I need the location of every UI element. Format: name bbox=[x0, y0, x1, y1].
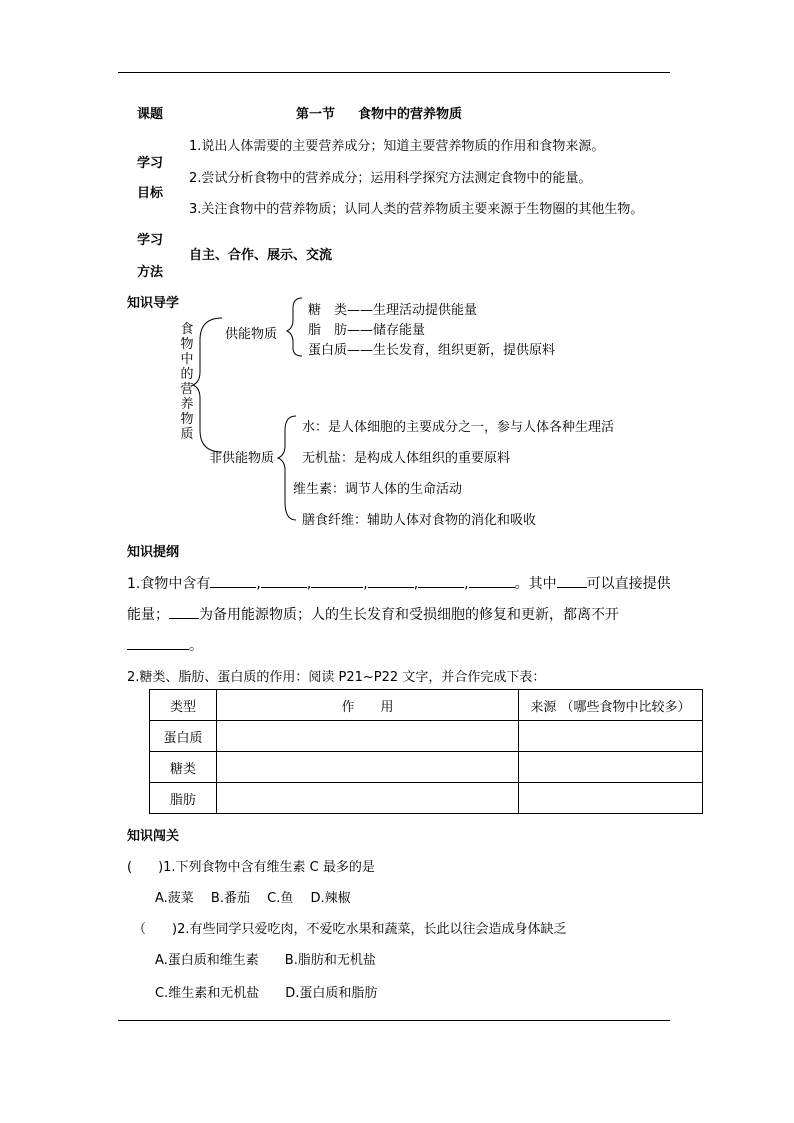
outline-heading: 知识提纲 bbox=[127, 545, 180, 560]
objective-1: 1.说出人体需要的主要营养成分；知道主要营养物质的作用和食物来源。 bbox=[189, 139, 605, 154]
table-row bbox=[150, 783, 703, 814]
quiz-q2-options-2: C.维生素和无机盐 D.蛋白质和脂肪 bbox=[155, 986, 378, 1001]
fill-blank[interactable] bbox=[368, 573, 414, 588]
non-energy-brace bbox=[278, 416, 296, 520]
non-energy-item-2: 无机盐：是构成人体组织的重要原料 bbox=[302, 451, 511, 466]
fill-blank[interactable] bbox=[469, 573, 515, 588]
page-title: 食物中的营养物质 bbox=[358, 107, 463, 122]
q1-text-d: 能量； bbox=[127, 607, 169, 623]
outline-q1-line3 bbox=[127, 635, 203, 655]
nutrient-table bbox=[149, 689, 703, 814]
bottom-rule bbox=[118, 1020, 670, 1021]
energy-brace bbox=[287, 298, 302, 356]
objectives-label-1: 学习 bbox=[137, 156, 164, 171]
table-cell[interactable] bbox=[217, 752, 519, 783]
table-header-type: 类型 bbox=[150, 690, 217, 721]
outline-q1-line1: 1.食物中含有 , , , , , 。其中 可以直接提供 bbox=[127, 573, 671, 593]
table-row-label: 糖类 bbox=[150, 752, 217, 783]
fill-blank[interactable] bbox=[210, 573, 256, 588]
fill-blank[interactable] bbox=[127, 635, 189, 650]
energy-item-3: 蛋白质——生长发育，组织更新，提供原料 bbox=[308, 343, 556, 358]
table-cell[interactable] bbox=[217, 721, 519, 752]
guide-root-vertical: 食物中的营养物质 bbox=[180, 322, 194, 442]
topic-label: 课题 bbox=[137, 107, 164, 122]
energy-item-1: 糖 类——生理活动提供能量 bbox=[308, 303, 478, 318]
objective-2: 2.尝试分析食物中的营养成分；运用科学探究方法测定食物中的能量。 bbox=[189, 171, 592, 186]
non-energy-group-label: 非供能物质 bbox=[209, 451, 275, 466]
table-row-label: 蛋白质 bbox=[150, 721, 217, 752]
table-header-source: 来源 （哪些食物中比较多） bbox=[519, 690, 703, 721]
outline-q1-line2 bbox=[127, 604, 619, 624]
quiz-q1-options: A.菠菜 B.番茄 C.鱼 D.辣椒 bbox=[155, 891, 351, 906]
objective-3: 3.关注食物中的营养物质；认同人类的营养物质主要来源于生物圈的其他生物。 bbox=[189, 202, 644, 217]
quiz-q2-options-1: A.蛋白质和维生素 B.脂肪和无机盐 bbox=[155, 953, 376, 968]
fill-blank[interactable] bbox=[169, 604, 199, 619]
energy-group-label: 供能物质 bbox=[225, 327, 278, 342]
method-text: 自主、合作、展示、交流 bbox=[189, 248, 333, 263]
table-header-row bbox=[150, 690, 703, 721]
table-cell[interactable] bbox=[217, 783, 519, 814]
table-cell[interactable] bbox=[519, 783, 703, 814]
q1-text-b: 。其中 bbox=[514, 576, 557, 592]
fill-blank[interactable] bbox=[557, 573, 587, 588]
table-header-function: 作 用 bbox=[217, 690, 519, 721]
outline-q2: 2.糖类、脂肪、蛋白质的作用：阅读 P21~P22 文字，并合作完成下表： bbox=[127, 670, 546, 685]
q1-text-c: 可以直接提供 bbox=[586, 576, 671, 592]
quiz-q1: ( )1.下列食物中含有维生素 C 最多的是 bbox=[127, 860, 375, 875]
quiz-q2: （ )2.有些同学只爱吃肉，不爱吃水果和蔬菜，长此以往会造成身体缺乏 bbox=[133, 922, 567, 937]
q1-text-e: 为备用能源物质；人的生长发育和受损细胞的修复和更新，都离不开 bbox=[199, 607, 619, 623]
method-label-1: 学习 bbox=[137, 233, 164, 248]
non-energy-item-4: 膳食纤维：辅助人体对食物的消化和吸收 bbox=[302, 513, 537, 528]
table-cell[interactable] bbox=[519, 752, 703, 783]
table-row bbox=[150, 752, 703, 783]
fill-blank[interactable] bbox=[418, 573, 464, 588]
objectives-label-2: 目标 bbox=[137, 186, 164, 201]
fill-blank[interactable] bbox=[311, 573, 363, 588]
table-cell[interactable] bbox=[519, 721, 703, 752]
table-row bbox=[150, 721, 703, 752]
fill-blank[interactable] bbox=[261, 573, 307, 588]
non-energy-item-1: 水：是人体细胞的主要成分之一，参与人体各种生理活 bbox=[302, 420, 615, 435]
method-label-2: 方法 bbox=[137, 265, 164, 280]
root-brace bbox=[193, 318, 222, 452]
q1-text-a: 1.食物中含有 bbox=[127, 576, 211, 592]
section-number: 第一节 bbox=[296, 107, 336, 122]
q1-text-f: 。 bbox=[189, 638, 203, 654]
energy-item-2: 脂 肪——储存能量 bbox=[308, 323, 426, 338]
non-energy-item-3: 维生素：调节人体的生命活动 bbox=[293, 482, 463, 497]
guide-heading: 知识导学 bbox=[127, 296, 180, 311]
table-row-label: 脂肪 bbox=[150, 783, 217, 814]
quiz-heading: 知识闯关 bbox=[127, 829, 180, 844]
